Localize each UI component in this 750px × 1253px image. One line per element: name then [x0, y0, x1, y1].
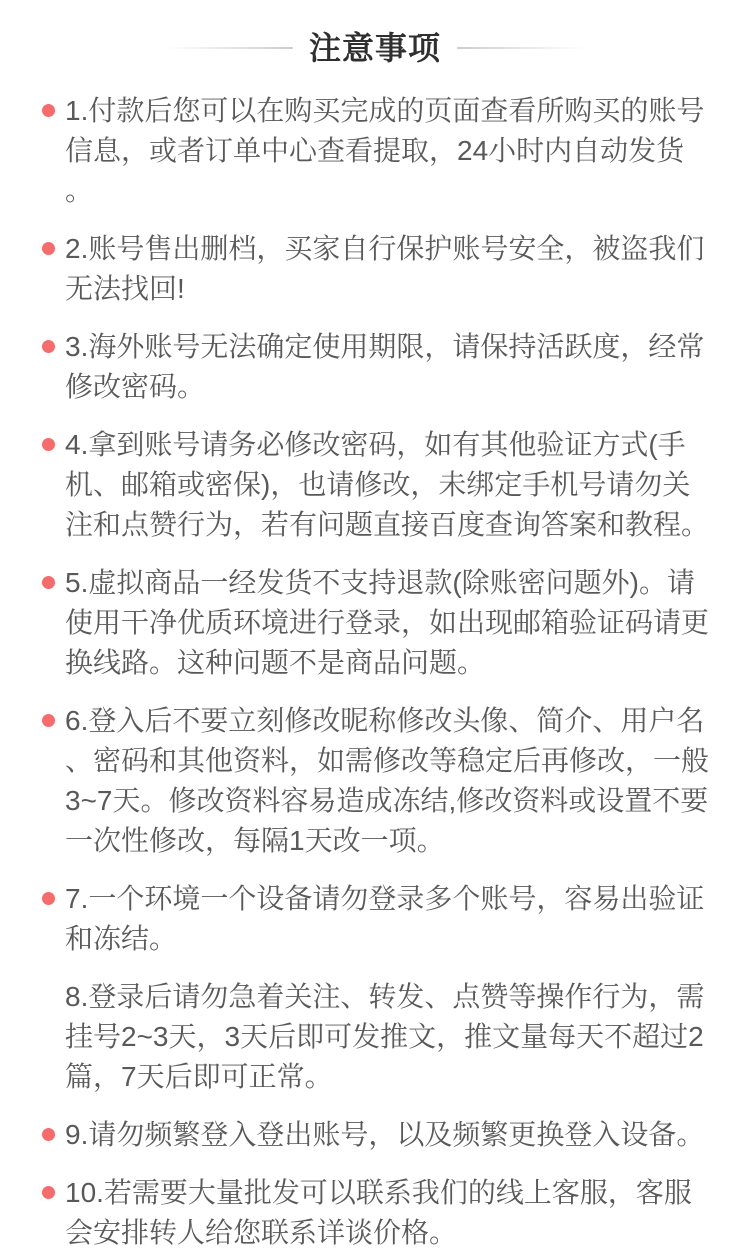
bullet-dot-icon [42, 340, 55, 353]
list-item [42, 879, 712, 959]
bullet-dot-icon [42, 892, 55, 905]
note-text: 5.虚拟商品一经发货不支持退款(除账密问题外)。请使用干净优质环境进行登录，如出现邮箱验证码请更换线路。这种问题不是商品问题。 [65, 567, 710, 678]
notes-list [0, 70, 750, 1253]
list-item [42, 91, 712, 211]
bullet-dot-icon [42, 1186, 55, 1199]
list-item [42, 425, 712, 545]
title-divider-left [165, 47, 293, 49]
bullet-dot-icon [42, 714, 55, 727]
list-item [42, 1173, 712, 1253]
bullet-dot-icon [42, 242, 55, 255]
note-text: 6.登入后不要立刻修改昵称修改头像、简介、用户名、密码和其他资料，如需修改等稳定后再修改，一般3~7天。修改资料容易造成冻结,修改资料或设置不要一次性修改，每隔1天改一项。 [65, 705, 710, 856]
title-row [0, 0, 750, 70]
note-text: 2.账号售出删档，买家自行保护账号安全，被盗我们无法找回! [65, 233, 705, 304]
list-item [42, 327, 712, 407]
bullet-dot-icon [42, 576, 55, 589]
note-text: 1.付款后您可以在购买完成的页面查看所购买的账号信息，或者订单中心查看提取，24小时内自动发货。 [65, 95, 705, 206]
note-text: 3.海外账号无法确定使用期限，请保持活跃度，经常修改密码。 [65, 331, 705, 402]
title-divider-right [457, 47, 585, 49]
bullet-dot-icon [42, 438, 55, 451]
list-item [42, 229, 712, 309]
bullet-dot-icon [42, 104, 55, 117]
page-title: 注意事项 [308, 30, 441, 66]
note-text: 7.一个环境一个设备请勿登录多个账号，容易出验证和冻结。 [65, 883, 705, 954]
list-item [42, 1115, 712, 1155]
note-text: 8.登录后请勿急着关注、转发、点赞等操作行为，需挂号2~3天，3天后即可发推文，推文量每天不超过2篇，7天后即可正常。 [65, 981, 705, 1092]
note-text: 10.若需要大量批发可以联系我们的线上客服，客服会安排转人给您联系详谈价格。 [65, 1177, 692, 1248]
list-item [42, 563, 712, 683]
note-text: 4.拿到账号请务必修改密码，如有其他验证方式(手机、邮箱或密保)，也请修改，未绑定手机号请勿关注和点赞行为，若有问题直接百度查询答案和教程。 [65, 429, 710, 540]
list-item [42, 701, 712, 861]
note-text: 9.请勿频繁登入登出账号，以及频繁更换登入设备。 [65, 1119, 705, 1150]
bullet-dot-icon [42, 1128, 55, 1141]
list-item [42, 977, 712, 1097]
